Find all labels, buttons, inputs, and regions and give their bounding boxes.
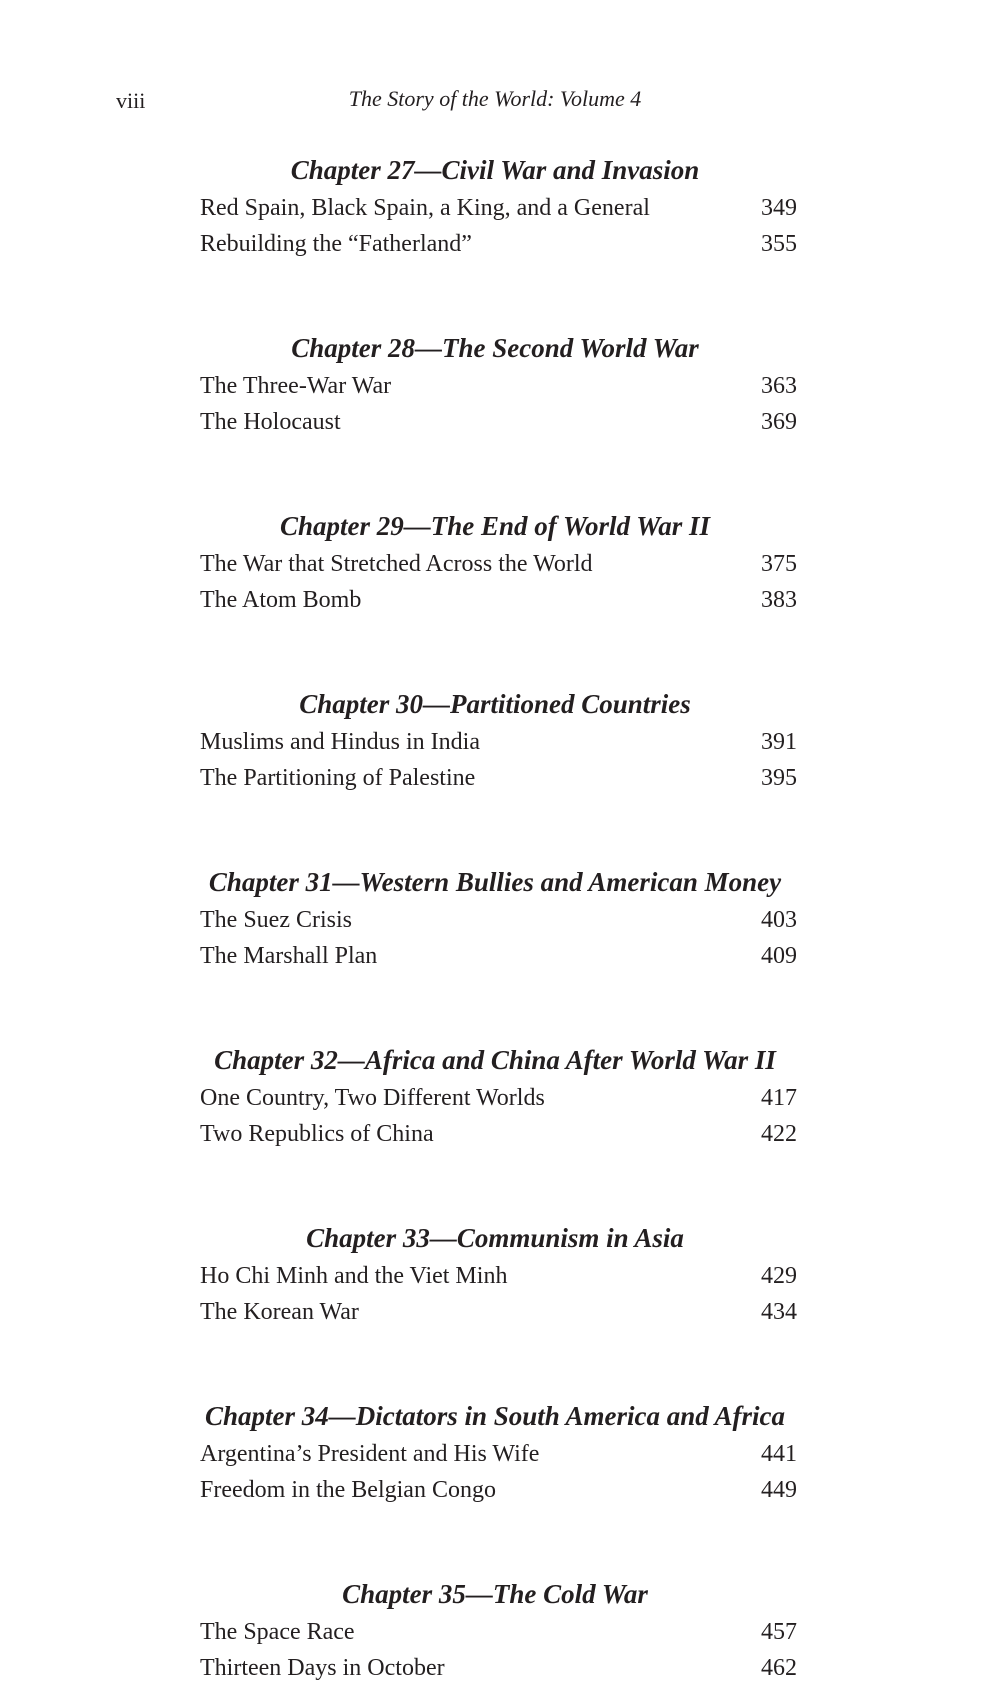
chapter-title: Chapter 28—The Second World War	[291, 333, 699, 363]
chapter-35	[0, 1574, 1004, 1686]
toc-entry[interactable]	[0, 1436, 1004, 1472]
section-title: Ho Chi Minh and the Viet Minh	[200, 1263, 508, 1289]
section-title: One Country, Two Different Worlds	[200, 1085, 545, 1111]
section-title: Muslims and Hindus in India	[200, 729, 480, 755]
toc-entry[interactable]	[0, 724, 1004, 760]
section-title: The Marshall Plan	[200, 943, 378, 969]
toc-entry[interactable]	[0, 938, 1004, 974]
section-page: 355	[761, 231, 797, 257]
chapter-title: Chapter 29—The End of World War II	[279, 511, 711, 541]
chapter-29	[0, 506, 1004, 684]
section-title: The Atom Bomb	[200, 587, 362, 613]
section-page: 441	[761, 1441, 797, 1467]
section-title: The War that Stretched Across the World	[200, 551, 593, 577]
section-page: 375	[761, 551, 797, 577]
toc-entry[interactable]	[0, 1472, 1004, 1508]
section-page: 349	[761, 195, 797, 221]
chapter-32	[0, 1040, 1004, 1218]
section-title: The Korean War	[200, 1299, 359, 1325]
chapter-title: Chapter 32—Africa and China After World War II	[214, 1045, 776, 1075]
section-title: Freedom in the Belgian Congo	[200, 1477, 496, 1503]
chapter-title: Chapter 30—Partitioned Countries	[299, 689, 691, 719]
section-page: 429	[761, 1263, 797, 1289]
toc-entry[interactable]	[0, 902, 1004, 938]
toc-entry[interactable]	[0, 1614, 1004, 1650]
section-page: 462	[761, 1655, 797, 1681]
toc-entry[interactable]	[0, 368, 1004, 404]
running-head	[0, 84, 1004, 118]
section-page: 363	[761, 373, 797, 399]
chapter-title: Chapter 31—Western Bullies and American Money	[208, 867, 782, 897]
table-of-contents	[0, 150, 1004, 1686]
chapter-28	[0, 328, 1004, 506]
toc-entry[interactable]	[0, 1258, 1004, 1294]
section-page: 457	[761, 1619, 797, 1645]
toc-entry[interactable]	[0, 760, 1004, 796]
page-number: viii	[116, 88, 146, 113]
section-page: 403	[761, 907, 797, 933]
section-title: The Space Race	[200, 1619, 355, 1645]
section-page: 422	[761, 1121, 797, 1147]
toc-entry[interactable]	[0, 1116, 1004, 1152]
section-title: The Three-War War	[200, 373, 392, 399]
toc-entry[interactable]	[0, 1650, 1004, 1686]
toc-entry[interactable]	[0, 1080, 1004, 1116]
toc-entry[interactable]	[0, 226, 1004, 262]
section-title: Two Republics of China	[200, 1121, 434, 1147]
section-page: 449	[761, 1477, 797, 1503]
chapter-title: Chapter 34—Dictators in South America and Africa	[204, 1401, 786, 1431]
chapter-title: Chapter 27—Civil War and Invasion	[290, 155, 700, 185]
toc-entry[interactable]	[0, 190, 1004, 226]
section-title: The Holocaust	[200, 409, 341, 435]
section-title: Rebuilding the “Fatherland”	[200, 231, 472, 257]
section-page: 391	[761, 729, 797, 755]
section-title: Thirteen Days in October	[200, 1655, 445, 1681]
chapter-title: Chapter 35—The Cold War	[342, 1579, 648, 1609]
toc-entry[interactable]	[0, 1294, 1004, 1330]
section-title: The Partitioning of Palestine	[200, 765, 476, 791]
toc-entry[interactable]	[0, 582, 1004, 618]
section-title: The Suez Crisis	[200, 907, 352, 933]
section-page: 395	[761, 765, 797, 791]
section-page: 434	[761, 1299, 797, 1325]
section-page: 383	[761, 587, 797, 613]
chapter-title: Chapter 33—Communism in Asia	[306, 1223, 684, 1253]
chapter-33	[0, 1218, 1004, 1396]
chapter-27	[0, 150, 1004, 328]
toc-entry[interactable]	[0, 546, 1004, 582]
book-title: The Story of the World: Volume 4	[348, 86, 642, 111]
toc-entry[interactable]	[0, 404, 1004, 440]
section-page: 409	[761, 943, 797, 969]
section-page: 369	[761, 409, 797, 435]
section-title: Argentina’s President and His Wife	[200, 1441, 540, 1467]
section-title: Red Spain, Black Spain, a King, and a General	[200, 195, 650, 221]
chapter-34	[0, 1396, 1004, 1574]
section-page: 417	[761, 1085, 797, 1111]
chapter-31	[0, 862, 1004, 1040]
chapter-30	[0, 684, 1004, 862]
